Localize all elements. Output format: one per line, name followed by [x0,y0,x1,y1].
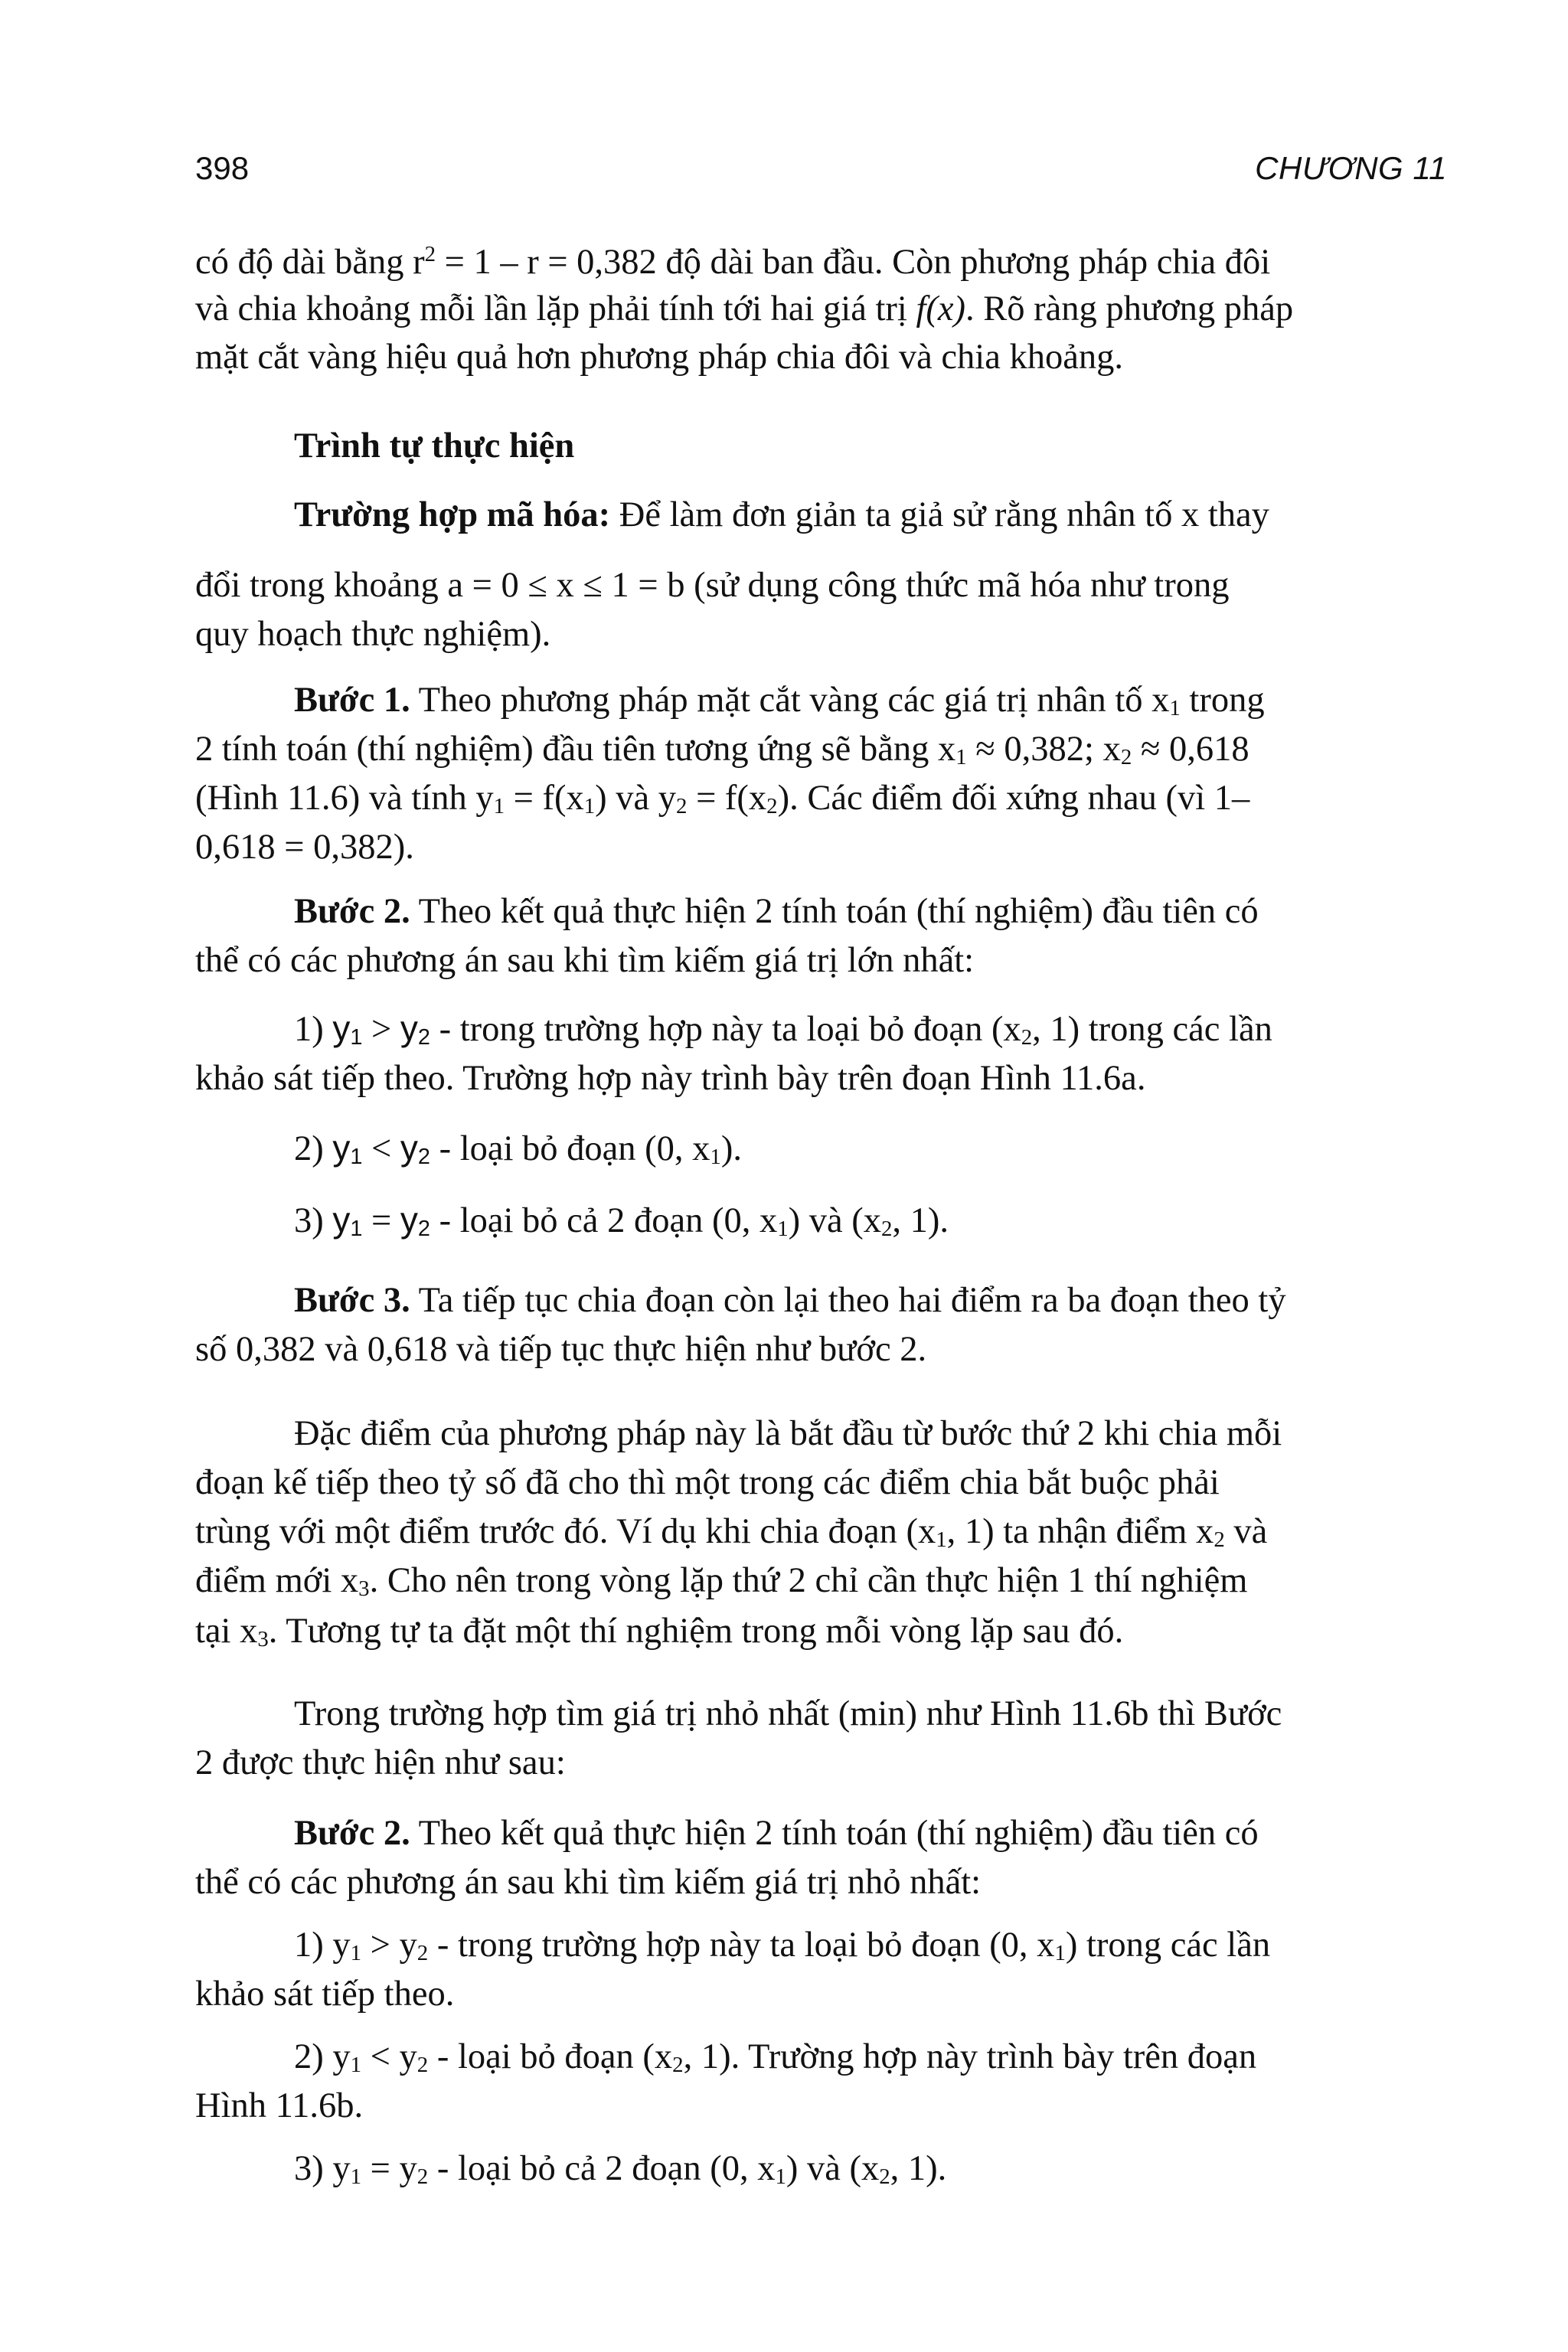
text-line: khảo sát tiếp theo. [195,1975,455,2014]
min-case-2-line: 2) y1 < y2 - loại bỏ đoạn (x2, 1). Trường hợp này trình bày trên đoạn [294,2037,1257,2078]
text-line: thể có các phương án sau khi tìm kiếm giá trị nhỏ nhất: [195,1863,982,1902]
min-case-3-line: 3) y1 = y2 - loại bỏ cả 2 đoạn (0, x1) và (x2, 1). [294,2149,947,2190]
step-2-min-line: Bước 2. Theo kết quả thực hiện 2 tính toán (thí nghiệm) đầu tiên có [294,1814,1259,1853]
text-line: (Hình 11.6) và tính y1 = f(x1) và y2 = f(x2). Các điểm đối xứng nhau (vì 1– [195,779,1250,819]
text-line: điểm mới x3. Cho nên trong vòng lặp thứ 2 chỉ cần thực hiện 1 thí nghiệm [195,1561,1248,1602]
text-line: 2 tính toán (thí nghiệm) đầu tiên tương ứng sẽ bằng x1 ≈ 0,382; x2 ≈ 0,618 [195,730,1250,770]
text-line: có độ dài bằng $r^2 = 1 - r = 0,382$ độ dài ban đầu. Còn phương pháp chia đôi [195,242,1271,282]
page-number: 398 [195,150,250,186]
text-line: Hình 11.6b. [195,2086,364,2125]
text-line: tại x3. Tương tự ta đặt một thí nghiệm trong mỗi vòng lặp sau đó. [195,1612,1124,1652]
text-line: Trường hợp mã hóa: Để làm đơn giản ta giả sử rằng nhân tố x thay [294,495,1269,534]
text-line: Đặc điểm của phương pháp này là bắt đầu từ bước thứ 2 khi chia mỗi [294,1414,1282,1453]
case-2-line: 2) y1 < y2 - loại bỏ đoạn (0, x1). [294,1128,742,1170]
text-line: và chia khoảng mỗi lần lặp phải tính tới hai giá trị f(x). Rõ ràng phương pháp [195,289,1294,328]
step-1-line: Bước 1. Theo phương pháp mặt cắt vàng các giá trị nhân tố x1 trong [294,681,1265,721]
text-line: trùng với một điểm trước đó. Ví dụ khi chia đoạn (x1, 1) ta nhận điểm x2 và [195,1512,1268,1553]
text-line: 2 được thực hiện như sau: [195,1743,566,1782]
section-heading: Trình tự thực hiện [294,426,575,466]
step-2-line: Bước 2. Theo kết quả thực hiện 2 tính toán (thí nghiệm) đầu tiên có [294,892,1259,931]
case-3-line: 3) y1 = y2 - loại bỏ cả 2 đoạn (0, x1) và (x2, 1). [294,1200,949,1242]
text-line: quy hoạch thực nghiệm). [195,615,551,654]
case-1-line: 1) y1 > y2 - trong trường hợp này ta loại bỏ đoạn (x2, 1) trong các lần [294,1008,1272,1050]
chapter-title: CHƯƠNG 11 [1255,150,1447,186]
text-line: khảo sát tiếp theo. Trường hợp này trình bày trên đoạn Hình 11.6a. [195,1059,1146,1098]
step-3-line: Bước 3. Ta tiếp tục chia đoạn còn lại theo hai điểm ra ba đoạn theo tỷ [294,1281,1286,1320]
text-line: thể có các phương án sau khi tìm kiếm giá trị lớn nhất: [195,941,975,980]
text-line: đoạn kế tiếp theo tỷ số đã cho thì một trong các điểm chia bắt buộc phải [195,1463,1220,1502]
text-line: số 0,382 và 0,618 và tiếp tục thực hiện như bước 2. [195,1330,927,1369]
text-line: mặt cắt vàng hiệu quả hơn phương pháp chia đôi và chia khoảng. [195,338,1123,377]
text-line: Trong trường hợp tìm giá trị nhỏ nhất (min) như Hình 11.6b thì Bước [294,1694,1282,1733]
text-line: đổi trong khoảng a = 0 ≤ x ≤ 1 = b (sử dụng công thức mã hóa như trong [195,566,1230,605]
min-case-1-line: 1) y1 > y2 - trong trường hợp này ta loại bỏ đoạn (0, x1) trong các lần [294,1926,1271,1966]
text-line: 0,618 = 0,382). [195,828,414,867]
